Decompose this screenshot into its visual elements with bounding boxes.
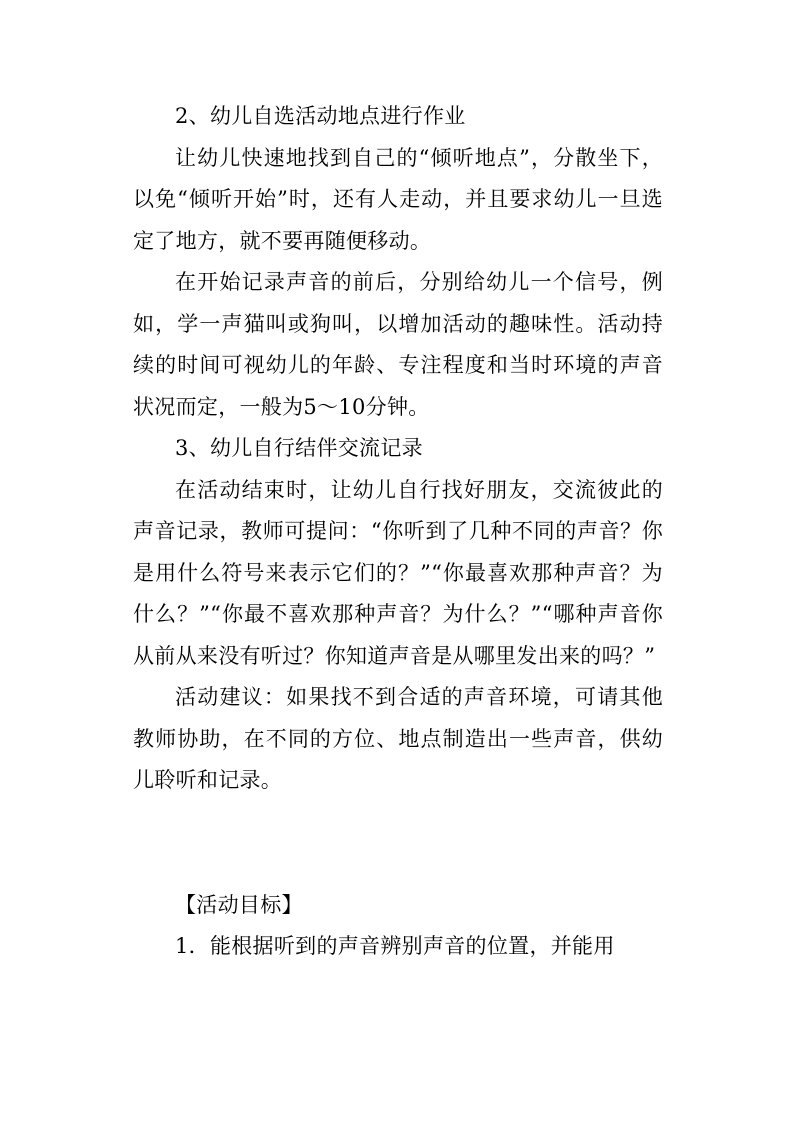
paragraph-exchange: 在活动结束时，让幼儿自行找好朋友，交流彼此的声音记录，教师可提问：“你听到了几种不同的声音？你是用什么符号来表示它们的？”“你最喜欢那种声音？为什么？”“你最不喜欢那种声音？为什么？”“哪种声音你从前从来没有听过？你知道声音是从哪里发出来的吗？”	[133, 477, 663, 668]
document-body	[133, 96, 663, 968]
section-gap	[133, 802, 663, 885]
heading-step-2: 2、幼儿自选活动地点进行作业	[175, 104, 466, 128]
section-heading-goals: 【活动目标】	[175, 892, 303, 917]
goal-item-1: 1．能根据听到的声音辨别声音的位置，并能用	[175, 934, 615, 958]
paragraph-suggestion: 活动建议：如果找不到合适的声音环境，可请其他教师协助，在不同的方位、地点制造出一些声音，供幼儿聆听和记录。	[133, 685, 663, 792]
heading-step-3: 3、幼儿自行结伴交流记录	[175, 436, 423, 460]
paragraph-find-spot: 让幼儿快速地找到自己的“倾听地点”，分散坐下，以免“倾听开始”时，还有人走动，并且要求幼儿一旦选定了地方，就不要再随便移动。	[133, 145, 663, 253]
paragraph-signal: 在开始记录声音的前后，分别给幼儿一个信号，例如，学一声猫叫或狗叫，以增加活动的趣味性。活动持续的时间可视幼儿的年龄、专注程度和当时环境的声音状况而定，一般为5～10分钟。	[133, 270, 663, 419]
